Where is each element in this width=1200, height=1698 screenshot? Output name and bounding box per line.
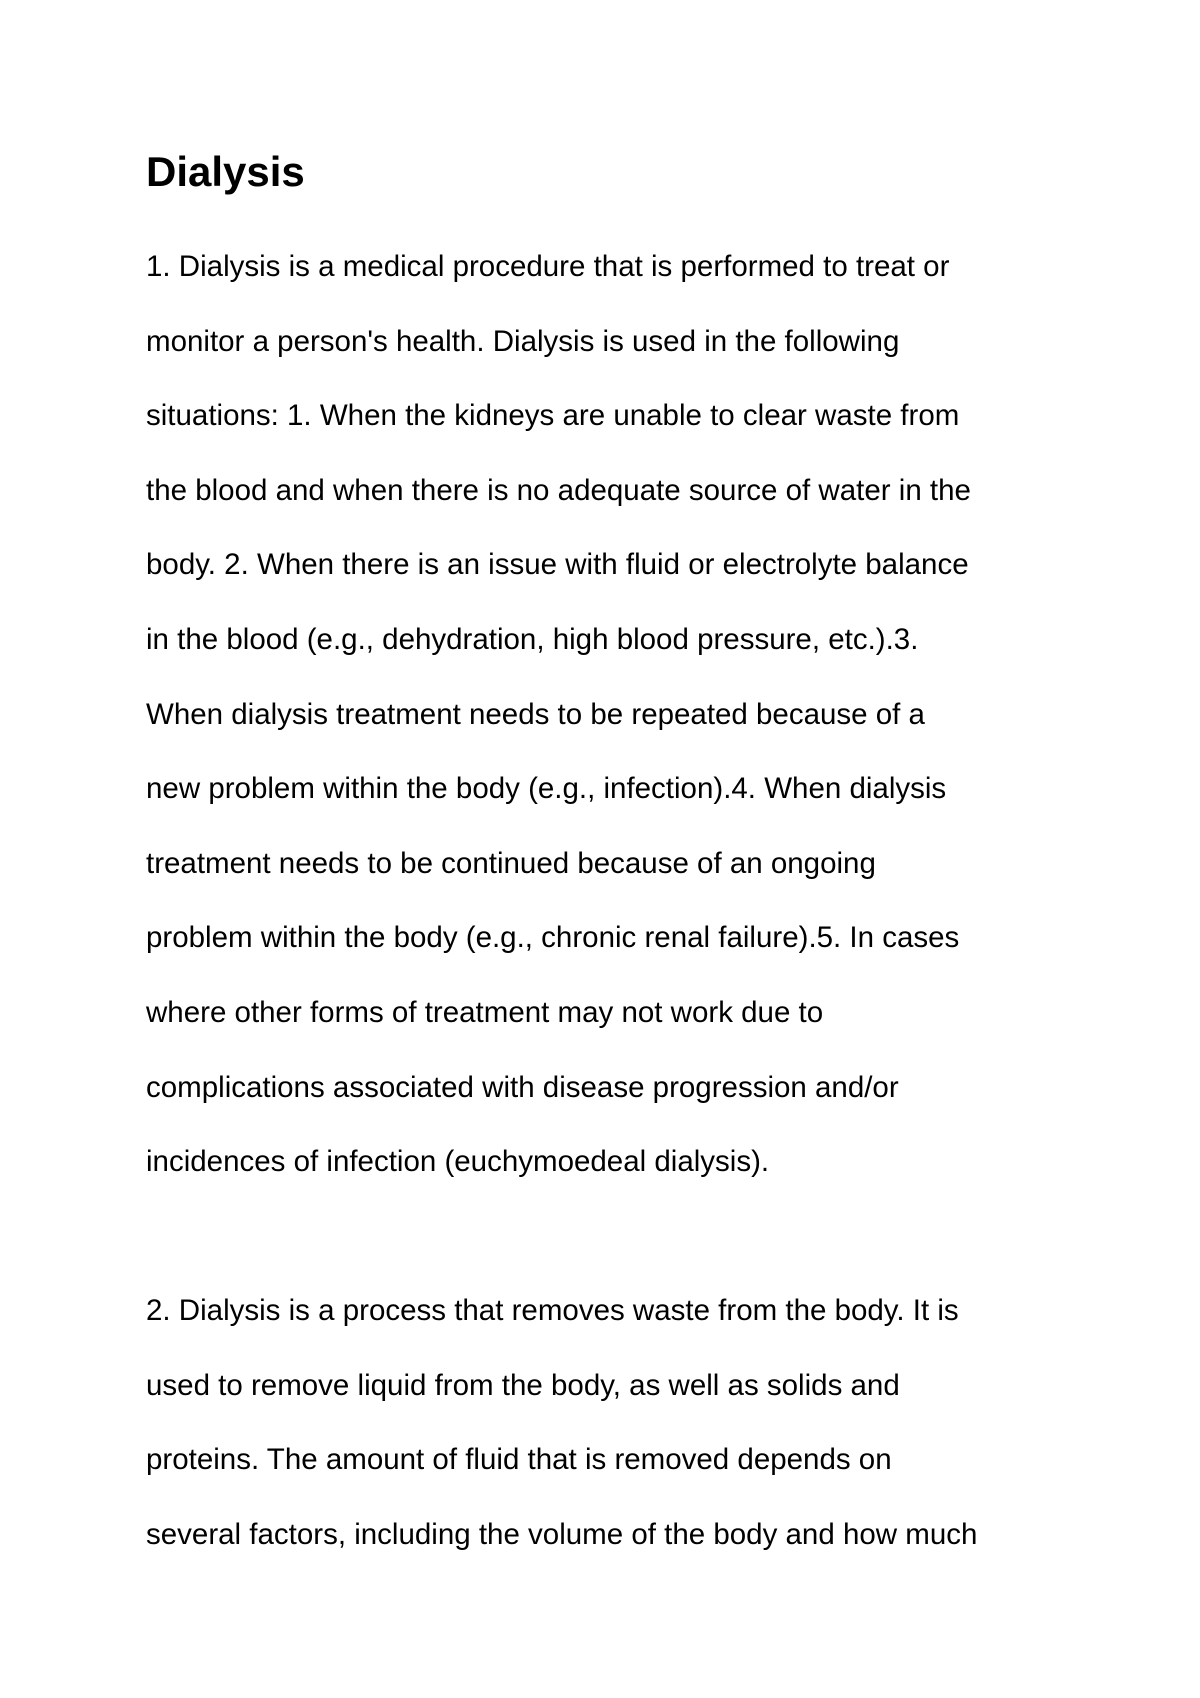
paragraph-line: in the blood (e.g., dehydration, high blood pressure, etc.).3. <box>146 622 919 656</box>
paragraph-line: problem within the body (e.g., chronic renal failure).5. In cases <box>146 921 960 955</box>
paragraph-line: When dialysis treatment needs to be repeated because of a <box>146 697 925 731</box>
paragraph-line: used to remove liquid from the body, as well as solids and <box>146 1368 900 1402</box>
paragraph-line: body. 2. When there is an issue with fluid or electrolyte balance <box>146 548 969 582</box>
paragraph-line: 1. Dialysis is a medical procedure that is performed to treat or <box>146 250 950 283</box>
paragraph-line: new problem within the body (e.g., infection).4. When dialysis <box>146 772 947 806</box>
paragraph-line: complications associated with disease progression and/or <box>146 1070 899 1104</box>
paragraph-line: several factors, including the volume of the body and how much <box>146 1517 978 1551</box>
paragraph-line: situations: 1. When the kidneys are unable to clear waste from <box>146 399 960 433</box>
paragraph-line: where other forms of treatment may not work due to <box>146 995 824 1029</box>
document-title: Dialysis <box>146 148 305 195</box>
paragraph-line: 2. Dialysis is a process that removes waste from the body. It is <box>146 1294 959 1327</box>
paragraph-line: incidences of infection (euchymoedeal dialysis). <box>146 1145 770 1179</box>
paragraph-1 <box>146 230 971 1200</box>
paragraph-line: monitor a person's health. Dialysis is used in the following <box>146 324 900 358</box>
paragraph-line: the blood and when there is no adequate source of water in the <box>146 473 971 507</box>
paragraph-2 <box>146 1274 977 1572</box>
paragraph-line: proteins. The amount of fluid that is removed depends on <box>146 1443 892 1477</box>
paragraph-line: treatment needs to be continued because of an ongoing <box>146 846 876 880</box>
